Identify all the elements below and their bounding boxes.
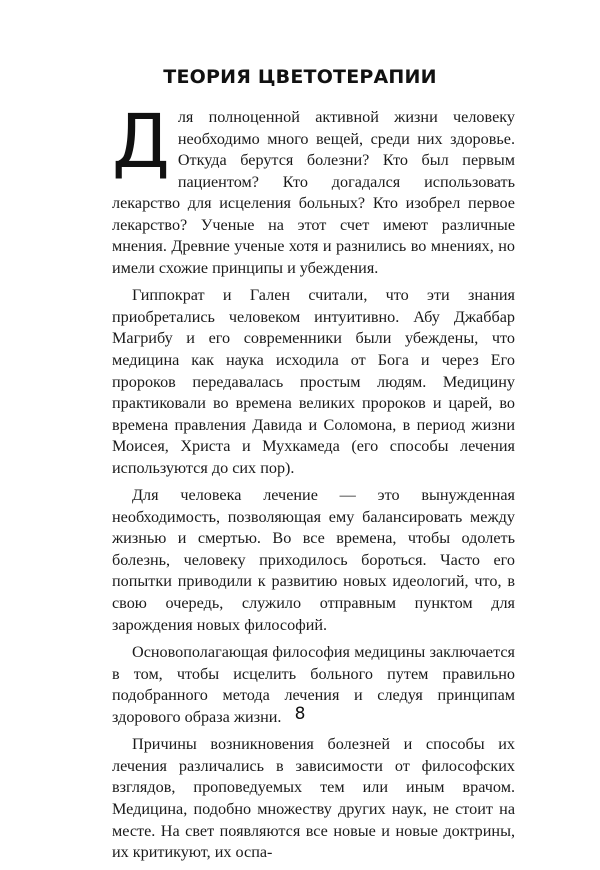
paragraph-3: Для человека лечение — это вынужденная необходимость, позволяющая ему балансировать между жизнью и смертью. Во все времена, чтобы одолеть болезнь, человеку приходилось бороться. Часто его попытки приводили к развитию новых идеологий, что, в свою очередь, служило отправным пунктом для зарождения новых философий. (112, 486, 515, 634)
chapter-title: ТЕОРИЯ ЦВЕТОТЕРАПИИ (163, 66, 437, 88)
paragraph-4: Основополагающая философия медицины заключается в том, чтобы исцелить больного путем правильно подобранного метода лечения и следуя принципам здорового образа жизни. (112, 643, 515, 726)
page-number: 8 (294, 704, 306, 724)
body-text (112, 99, 515, 870)
paragraph-1-text: ля полноценной активной жизни человеку необходимо много вещей, среди них здоровье. Откуда берутся болезни? Кто был первым пациентом? Кто догадался использовать лекарство для исцеления больных? Кто изобрел первое лекарство? Ученые на этот счет имеют различные мнения. Древние ученые хотя и разнились во мнениях, но имели схожие принципы и убеждения. (112, 108, 515, 277)
drop-cap: Д (112, 99, 170, 185)
paragraph-5: Причины возникновения болезней и способы их лечения различались в зависимости от философских взглядов, проповедуемых тем или иным врачом. Медицина, подобно множеству других наук, не стоит на месте. На свет появляются все новые и новые доктрины, их критикуют, их оспа- (112, 735, 515, 862)
paragraph-2: Гиппократ и Гален считали, что эти знания приобретались человеком интуитивно. Абу Джаббар Магрибу и его современники были убеждены, что медицина как наука исходила от Бога и через Его пророков передавалась простым людям. Медицину практиковали во времена великих пророков и царей, во времена правления Давида и Соломона, в период жизни Моисея, Христа и Мухкамеда (его способы лечения используются до сих пор). (112, 286, 515, 477)
paragraph-1 (112, 99, 515, 279)
